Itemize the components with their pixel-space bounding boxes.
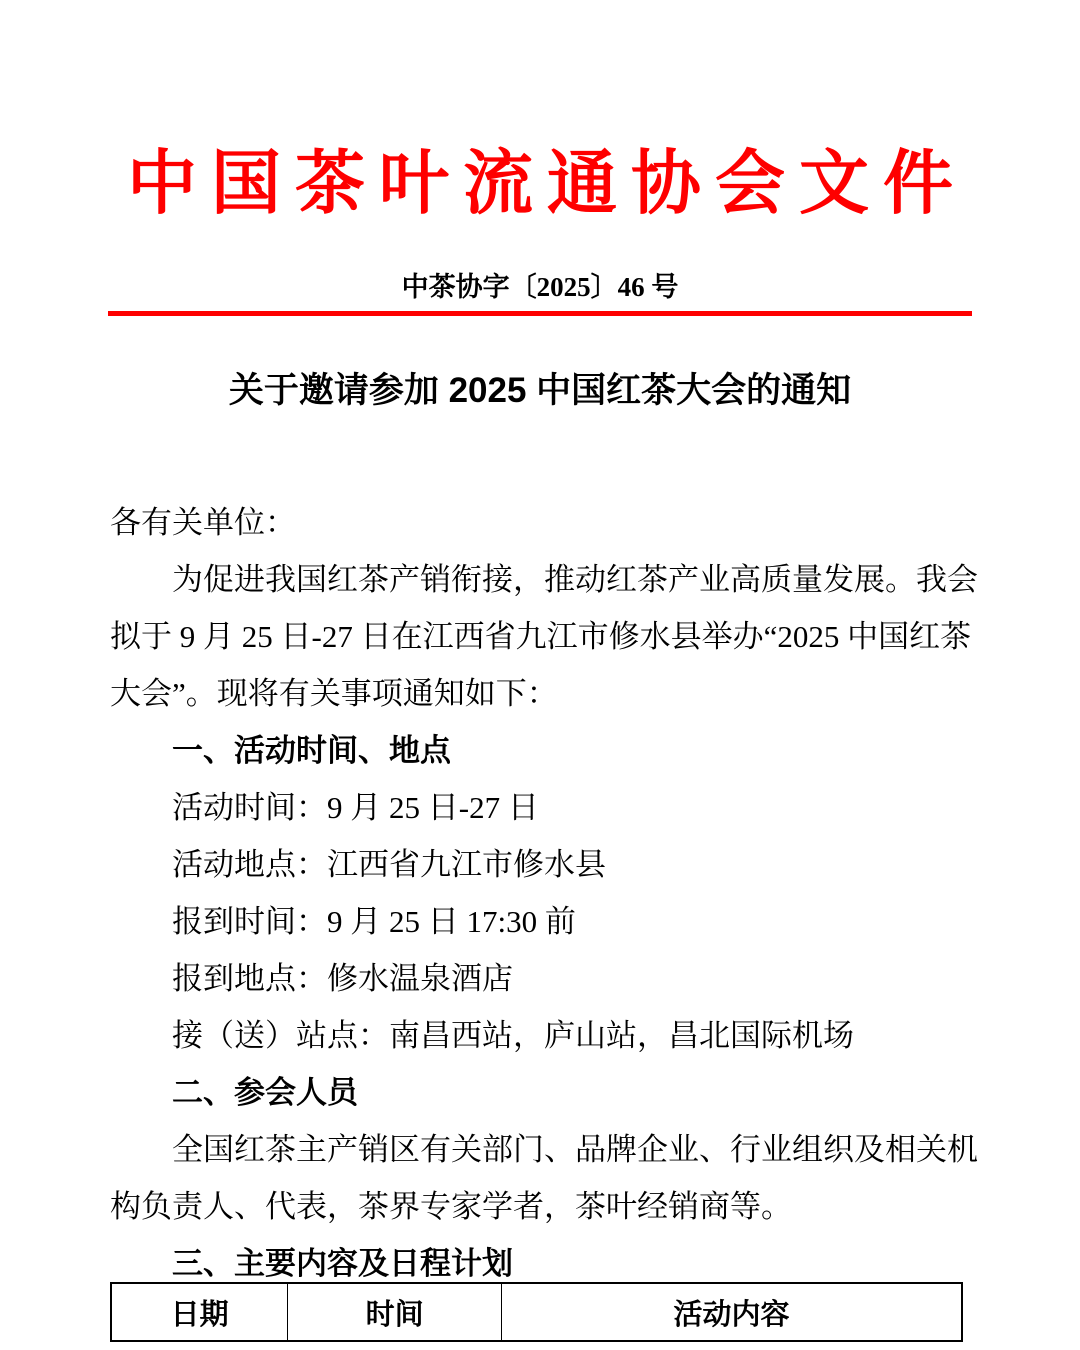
section-heading: 三、主要内容及日程计划 (172, 1246, 513, 1281)
notice-line: 活动时间：9 月 25 日-27 日 (172, 790, 539, 825)
letterhead-red-rule (108, 311, 972, 316)
schedule-column-header: 活动内容 (501, 1283, 962, 1341)
notice-title: 关于邀请参加 2025 中国红茶大会的通知 (228, 371, 852, 410)
notice-line: 为促进我国红茶产销衔接，推动红茶产业高质量发展。我会 (172, 562, 978, 597)
notice-line: 大会”。现将有关事项通知如下： (110, 676, 558, 711)
section-heading: 一、活动时间、地点 (172, 733, 451, 768)
notice-line: 报到时间：9 月 25 日 17:30 前 (172, 904, 576, 939)
notice-line: 接（送）站点：南昌西站，庐山站，昌北国际机场 (172, 1018, 854, 1053)
notice-line: 各有关单位： (110, 505, 296, 540)
schedule-column-header: 时间 (288, 1283, 502, 1341)
notice-line: 报到地点：修水温泉酒店 (172, 961, 513, 996)
notice-line: 拟于 9 月 25 日-27 日在江西省九江市修水县举办“2025 中国红茶 (110, 619, 972, 654)
letterhead-org-title: 中国茶叶流通协会文件 (127, 146, 967, 223)
section-heading: 二、参会人员 (172, 1075, 358, 1110)
notice-line: 构负责人、代表，茶界专家学者，茶叶经销商等。 (110, 1189, 792, 1224)
notice-line: 全国红茶主产销区有关部门、品牌企业、行业组织及相关机 (172, 1132, 978, 1167)
document-number: 中茶协字〔2025〕46 号 (401, 272, 679, 302)
notice-body (110, 494, 978, 1342)
schedule-column-header: 日期 (111, 1283, 288, 1341)
notice-line: 活动地点：江西省九江市修水县 (172, 847, 606, 882)
